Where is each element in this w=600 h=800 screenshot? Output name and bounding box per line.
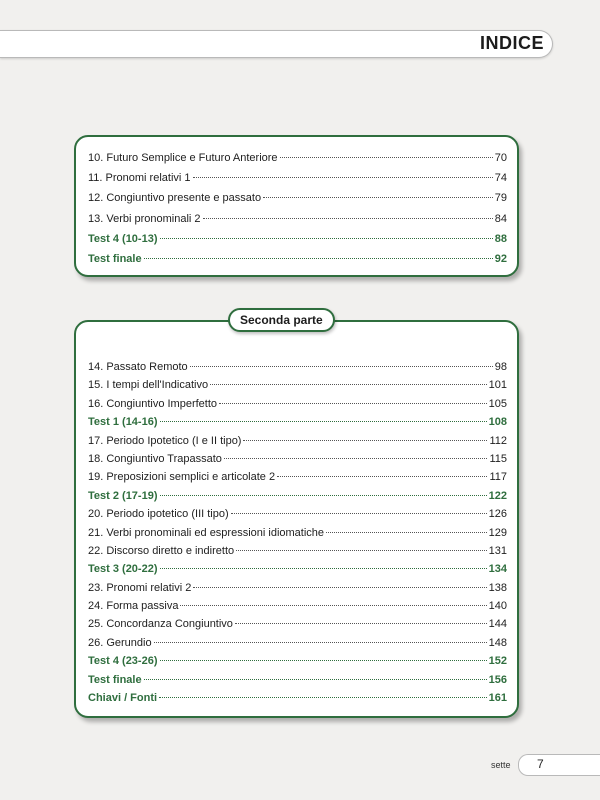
footer-page-number: 7 bbox=[537, 757, 544, 771]
dotted-leader bbox=[219, 403, 487, 404]
toc-entry-title: 23. Pronomi relativi 2 bbox=[88, 581, 192, 594]
dotted-leader bbox=[224, 458, 488, 459]
dotted-leader bbox=[193, 587, 486, 588]
toc-entry-page: 117 bbox=[489, 471, 507, 484]
dotted-leader bbox=[154, 642, 487, 643]
page-title: INDICE bbox=[479, 33, 544, 53]
toc-entry bbox=[88, 524, 507, 542]
toc-entry-title: 13. Verbi pronominali 2 bbox=[88, 212, 201, 225]
toc-entry-title: 20. Periodo ipotetico (III tipo) bbox=[88, 508, 229, 521]
toc-entry-title: 16. Congiuntivo Imperfetto bbox=[88, 397, 218, 410]
dotted-leader bbox=[160, 660, 487, 661]
toc-entry-page: 92 bbox=[494, 252, 507, 265]
dotted-leader bbox=[210, 384, 487, 385]
dotted-leader bbox=[231, 513, 487, 514]
toc-entry-title: Test 2 (17-19) bbox=[88, 489, 158, 502]
toc-entry-page: 148 bbox=[488, 636, 507, 649]
toc-entry-page: 70 bbox=[494, 152, 507, 164]
dotted-leader bbox=[277, 476, 487, 477]
dotted-leader bbox=[190, 366, 493, 367]
toc-entry-title: 11. Pronomi relativi 1 bbox=[88, 172, 191, 185]
toc-entry bbox=[88, 468, 507, 486]
toc-entry-page: 122 bbox=[488, 489, 507, 502]
toc-entry bbox=[88, 560, 507, 578]
toc-entry-page: 84 bbox=[494, 212, 507, 225]
toc-entry bbox=[88, 671, 507, 689]
toc-entry-title: Chiavi / Fonti bbox=[88, 692, 158, 705]
toc-entry-page: 152 bbox=[488, 655, 507, 668]
toc-entry bbox=[88, 209, 507, 229]
toc-entry bbox=[88, 413, 507, 431]
dotted-leader bbox=[160, 238, 493, 239]
toc-entry bbox=[88, 376, 507, 394]
toc-entry-title: Test 4 (10-13) bbox=[88, 232, 158, 245]
toc-entry-page: 144 bbox=[488, 618, 507, 631]
dotted-leader bbox=[263, 197, 493, 198]
toc-entry-title: 19. Preposizioni semplici e articolate 2 bbox=[88, 471, 276, 484]
toc-entries-first-part bbox=[88, 148, 507, 269]
toc-entries-second-part bbox=[88, 358, 507, 707]
dotted-leader bbox=[180, 605, 486, 606]
toc-entry bbox=[88, 249, 507, 269]
toc-entry-page: 138 bbox=[488, 581, 507, 594]
toc-entry-page: 161 bbox=[488, 692, 507, 705]
dotted-leader bbox=[193, 177, 493, 178]
toc-entry bbox=[88, 358, 507, 376]
toc-entry bbox=[88, 148, 507, 168]
toc-entry bbox=[88, 505, 507, 523]
dotted-leader bbox=[280, 157, 493, 158]
toc-entry-title: Test finale bbox=[88, 673, 142, 686]
dotted-leader bbox=[236, 550, 487, 551]
dotted-leader bbox=[203, 218, 493, 219]
toc-entry-title: 26. Gerundio bbox=[88, 636, 152, 649]
dotted-leader bbox=[159, 697, 487, 698]
toc-entry-page: 115 bbox=[489, 452, 507, 465]
dotted-leader bbox=[160, 568, 487, 569]
dotted-leader bbox=[160, 495, 487, 496]
footer-page-tab bbox=[518, 754, 600, 776]
toc-entry-page: 134 bbox=[488, 563, 507, 576]
toc-entry bbox=[88, 579, 507, 597]
toc-entry-title: Test 4 (23-26) bbox=[88, 655, 158, 668]
toc-entry bbox=[88, 229, 507, 249]
toc-entry bbox=[88, 542, 507, 560]
toc-box-first-part bbox=[74, 135, 519, 277]
dotted-leader bbox=[326, 532, 487, 533]
toc-entry-title: 25. Concordanza Congiuntivo bbox=[88, 618, 233, 631]
toc-entry-title: 22. Discorso diretto e indiretto bbox=[88, 544, 235, 557]
footer-page-word: sette bbox=[491, 760, 511, 770]
toc-entry-page: 140 bbox=[488, 600, 507, 613]
toc-entry-title: 14. Passato Remoto bbox=[88, 361, 188, 373]
toc-entry-title: Test 1 (14-16) bbox=[88, 416, 158, 429]
toc-entry bbox=[88, 450, 507, 468]
toc-entry bbox=[88, 168, 507, 188]
section-label: Seconda parte bbox=[228, 308, 335, 332]
toc-entry-title: 17. Periodo Ipotetico (I e II tipo) bbox=[88, 434, 242, 447]
toc-entry-page: 112 bbox=[489, 434, 507, 447]
toc-entry-title: 10. Futuro Semplice e Futuro Anteriore bbox=[88, 152, 278, 164]
toc-entry bbox=[88, 432, 507, 450]
dotted-leader bbox=[243, 440, 487, 441]
toc-entry-title: 15. I tempi dell'Indicativo bbox=[88, 379, 209, 392]
toc-entry-page: 126 bbox=[488, 508, 507, 521]
toc-entry-page: 74 bbox=[494, 172, 507, 185]
toc-entry bbox=[88, 188, 507, 208]
header-band bbox=[0, 30, 553, 58]
toc-entry-page: 105 bbox=[488, 397, 507, 410]
toc-entry-page: 98 bbox=[494, 361, 507, 373]
toc-entry-title: 12. Congiuntivo presente e passato bbox=[88, 192, 262, 205]
dotted-leader bbox=[144, 258, 493, 259]
toc-entry-page: 131 bbox=[488, 544, 507, 557]
toc-entry bbox=[88, 597, 507, 615]
toc-entry-page: 101 bbox=[488, 379, 507, 392]
toc-entry-title: Test finale bbox=[88, 252, 142, 265]
toc-entry-title: 24. Forma passiva bbox=[88, 600, 179, 613]
toc-entry bbox=[88, 689, 507, 707]
toc-entry bbox=[88, 615, 507, 633]
toc-entry bbox=[88, 395, 507, 413]
toc-entry-page: 79 bbox=[494, 192, 507, 205]
toc-entry-page: 129 bbox=[488, 526, 507, 539]
toc-box-second-part bbox=[74, 313, 519, 718]
dotted-leader bbox=[160, 421, 487, 422]
toc-entry bbox=[88, 652, 507, 670]
dotted-leader bbox=[235, 623, 487, 624]
toc-entry-title: Test 3 (20-22) bbox=[88, 563, 158, 576]
toc-entry bbox=[88, 634, 507, 652]
dotted-leader bbox=[144, 679, 487, 680]
toc-entry-title: 21. Verbi pronominali ed espressioni idiomatiche bbox=[88, 526, 325, 539]
toc-entry bbox=[88, 487, 507, 505]
toc-entry-page: 108 bbox=[488, 416, 507, 429]
toc-entry-title: 18. Congiuntivo Trapassato bbox=[88, 452, 222, 465]
toc-entry-page: 156 bbox=[488, 673, 507, 686]
toc-entry-page: 88 bbox=[494, 232, 507, 245]
